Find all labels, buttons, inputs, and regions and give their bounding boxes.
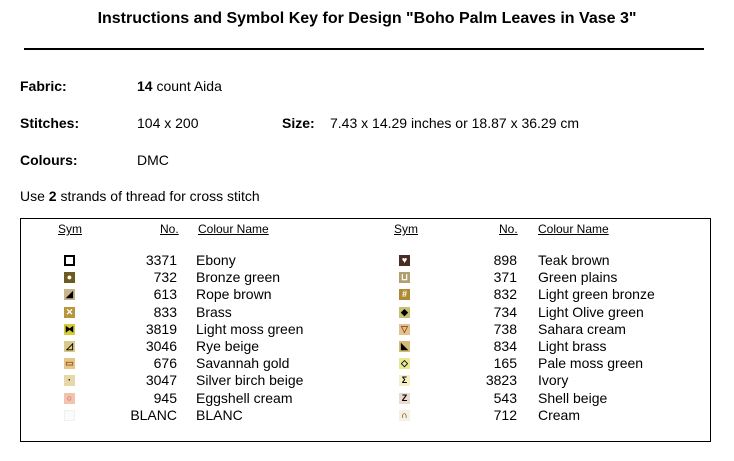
strands-instruction (20, 188, 260, 204)
page-title: Instructions and Symbol Key for Design "Boho Palm Leaves in Vase 3" (97, 10, 637, 27)
key-row (0, 372, 734, 389)
colour-name: Savannah gold (196, 355, 290, 372)
colour-number: 613 (153, 286, 177, 303)
size-value: 7.43 x 14.29 inches or 18.87 x 36.29 cm (330, 115, 580, 131)
colour-name: Light green bronze (538, 286, 655, 303)
symbol-swatch-icon: ♥ (399, 255, 410, 266)
colour-number: 834 (493, 338, 517, 354)
left-name-header: Colour Name (198, 222, 269, 236)
symbol-swatch-icon: ◢ (64, 289, 75, 300)
symbol-swatch-icon: ✕ (65, 306, 74, 317)
fabric-count: 14 (137, 78, 153, 94)
symbol-swatch-icon: ◣ (399, 341, 410, 352)
colour-name: Sahara cream (538, 320, 626, 337)
colour-name: Ebony (196, 252, 236, 268)
colour-name: BLANC (196, 406, 243, 423)
right-no-header: No. (499, 222, 518, 236)
colour-name: Light moss green (196, 320, 304, 337)
strands-suffix: strands of thread for cross stitch (60, 188, 260, 204)
symbol-swatch-icon: ▽ (399, 324, 410, 335)
size-label: Size: (282, 115, 315, 131)
colour-name: Silver birch beige (196, 372, 304, 389)
colour-number: 738 (493, 320, 517, 337)
colour-name: Pale moss green (538, 355, 644, 372)
symbol-swatch-icon: ⊔ (400, 272, 409, 283)
colour-number: 543 (493, 389, 517, 406)
fabric-label: Fabric: (20, 78, 67, 94)
strands-prefix: Use (20, 188, 45, 204)
left-sym-header: Sym (58, 222, 82, 236)
colour-number: 898 (493, 252, 517, 268)
right-sym-header: Sym (394, 222, 418, 236)
colour-name: Shell beige (538, 389, 608, 406)
colour-number: BLANC (130, 406, 177, 423)
colour-name: Ivory (538, 372, 569, 389)
colour-number: 676 (153, 355, 177, 372)
fabric-value (137, 78, 222, 94)
colour-number: 3819 (145, 320, 177, 337)
colour-number: 3371 (145, 252, 177, 268)
colour-name: Rye beige (196, 338, 260, 354)
symbol-swatch-icon: ○ (64, 393, 75, 404)
strands-count: 2 (48, 188, 57, 204)
key-row (0, 407, 734, 424)
colour-number: 832 (493, 286, 517, 303)
colour-number: 165 (493, 355, 517, 372)
colour-number: 3047 (145, 372, 177, 389)
colour-number: 712 (493, 406, 517, 423)
colour-name: Brass (196, 303, 232, 320)
symbol-swatch-icon: ◇ (399, 358, 410, 369)
key-row (0, 390, 734, 407)
colours-label: Colours: (20, 152, 78, 168)
left-no-header: No. (160, 222, 179, 236)
colour-name: Green plains (538, 269, 618, 286)
symbol-swatch-icon: ⧓ (65, 323, 74, 334)
colour-name: Light brass (538, 338, 607, 354)
key-row (0, 252, 734, 269)
key-row (0, 304, 734, 321)
colour-name: Bronze green (196, 269, 281, 286)
stitches-label: Stitches: (20, 115, 80, 131)
symbol-swatch-icon: # (399, 289, 410, 300)
key-row (0, 286, 734, 303)
colour-name: Teak brown (538, 252, 610, 268)
colour-number: 3823 (485, 372, 517, 389)
colour-name: Light Olive green (538, 303, 644, 320)
colour-number: 734 (493, 303, 517, 320)
symbol-swatch-icon: Σ (399, 375, 410, 386)
colour-name: Eggshell cream (196, 389, 293, 406)
colours-value: DMC (137, 152, 169, 168)
right-name-header: Colour Name (538, 222, 609, 236)
symbol-swatch-icon: ● (64, 272, 75, 283)
key-row (0, 321, 734, 338)
colour-name: Rope brown (196, 286, 272, 303)
symbol-swatch-icon: Z (399, 393, 410, 404)
colour-number: 945 (153, 389, 177, 406)
symbol-swatch-icon: ◆ (399, 307, 410, 318)
colour-number: 732 (153, 269, 177, 286)
stitches-value: 104 x 200 (137, 115, 199, 131)
colour-number: 833 (153, 303, 177, 320)
symbol-swatch-icon: ◿ (64, 341, 75, 352)
symbol-swatch-icon: · (64, 375, 75, 386)
title-underline (24, 48, 704, 50)
key-row (0, 355, 734, 372)
key-row (0, 338, 734, 355)
colour-number: 3046 (145, 338, 177, 354)
key-row (0, 269, 734, 286)
fabric-text: count Aida (156, 78, 222, 94)
colour-name: Cream (538, 406, 581, 423)
colour-number: 371 (493, 269, 517, 286)
symbol-swatch-icon: ▭ (65, 358, 74, 369)
symbol-swatch-icon: ∩ (399, 410, 410, 421)
